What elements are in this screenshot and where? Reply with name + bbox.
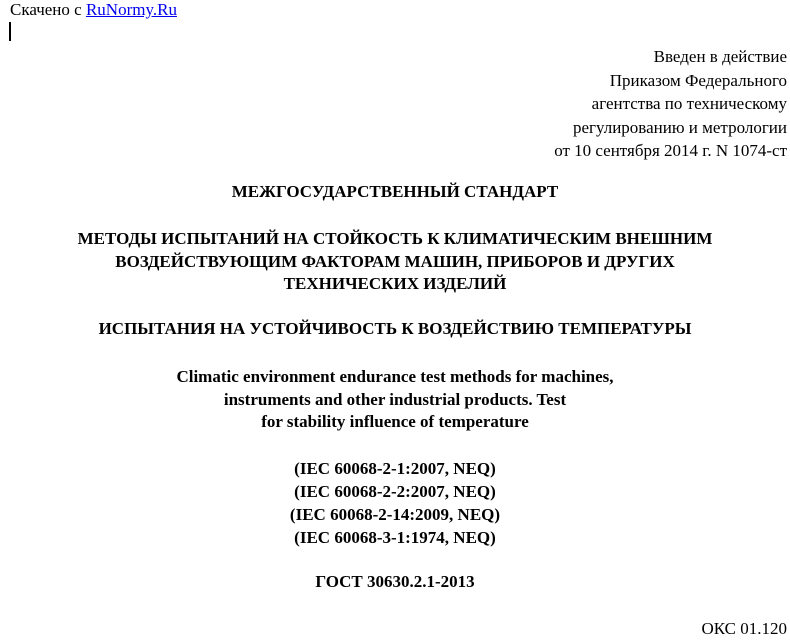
source-link[interactable]: RuNormy.Ru	[85, 0, 177, 19]
gost-designation	[0, 571, 790, 593]
source-prefix: Скачено с	[10, 0, 86, 19]
intro-line: регулированию и метрологии	[572, 117, 787, 137]
title-en-line: instruments and other industrial products. Test	[223, 389, 567, 409]
introduction-block	[554, 45, 787, 163]
iec-reference: (IEC 60068-3-1:1974, NEQ)	[294, 528, 496, 547]
gost-code-text: ГОСТ 30630.2.1-2013	[315, 572, 475, 591]
text-cursor	[9, 22, 11, 41]
source-line	[10, 0, 177, 19]
subtitle-ru-text: ИСПЫТАНИЯ НА УСТОЙЧИВОСТЬ К ВОЗДЕЙСТВИЮ ТЕМПЕРАТУРЫ	[98, 319, 692, 338]
iec-reference-list	[0, 457, 790, 549]
intro-line: Приказом Федерального	[609, 70, 787, 90]
title-en-line: for stability influence of temperature	[261, 412, 529, 431]
standard-type-heading	[0, 181, 790, 203]
iec-reference: (IEC 60068-2-2:2007, NEQ)	[294, 482, 496, 501]
title-en-line: Climatic environment endurance test methods for machines,	[176, 367, 614, 386]
document-title-ru	[0, 228, 790, 296]
oks-classification: ОКС 01.120	[701, 619, 787, 638]
intro-line: агентства по техническому	[591, 94, 787, 113]
iec-reference: (IEC 60068-2-14:2009, NEQ)	[289, 505, 501, 524]
standard-type-text: МЕЖГОСУДАРСТВЕННЫЙ СТАНДАРТ	[231, 182, 559, 201]
iec-reference: (IEC 60068-2-1:2007, NEQ)	[294, 459, 496, 478]
document-subtitle-ru	[0, 318, 790, 340]
title-ru-line: МЕТОДЫ ИСПЫТАНИЙ НА СТОЙКОСТЬ К КЛИМАТИЧЕСКИМ ВНЕШНИМ	[77, 229, 713, 248]
intro-line: Введен в действие	[653, 47, 787, 66]
title-ru-line: ВОЗДЕЙСТВУЮЩИМ ФАКТОРАМ МАШИН, ПРИБОРОВ И ДРУГИХ	[115, 251, 675, 271]
document-title-en	[0, 366, 790, 434]
title-ru-line: ТЕХНИЧЕСКИХ ИЗДЕЛИЙ	[283, 274, 507, 293]
intro-line: от 10 сентября 2014 г. N 1074-ст	[554, 141, 787, 160]
